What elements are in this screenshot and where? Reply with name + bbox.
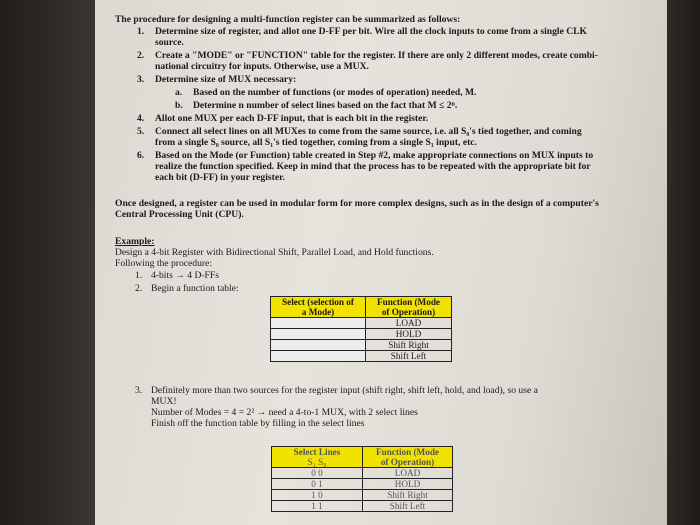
table-header-function: Function (Mode of Operation) (363, 447, 453, 468)
table-row: 0 0 LOAD (272, 468, 453, 479)
step-line: Create a "MODE" or "FUNCTION" table for the register. If there are only 2 different modes, create combi- (155, 50, 598, 61)
table-row: 0 1 HOLD (272, 479, 453, 490)
example-step-line: Definitely more than two sources for the register input (shift right, shift left, hold, and load), so use a (151, 385, 538, 396)
function-table (270, 296, 452, 362)
doc-title: The procedure for designing a multi-function register can be summarized as follows: (115, 14, 461, 25)
table-header-select: Select (selection of a Mode) (271, 297, 366, 318)
step-line: Allot one MUX per each D-FF input, that is each bit in the register. (155, 113, 429, 124)
step-line: source. (155, 37, 184, 48)
example-step-line: MUX! (151, 396, 177, 407)
step-line: Determine size of MUX necessary: (155, 74, 297, 85)
table-row: Shift Right (271, 340, 452, 351)
select-lines-table (271, 446, 453, 512)
step-line: Connect all select lines on all MUXes to come from the same source, i.e. all S₀'s tied together, and coming (155, 126, 582, 137)
example-heading: Example: (115, 236, 155, 247)
background-left (0, 0, 95, 525)
step-line: Determine size of register, and allot one D-FF per bit. Wire all the clock inputs to come from a single CLK (155, 26, 588, 37)
example-step-text: 4-bits → 4 D-FFs (151, 270, 219, 281)
example-step-text: Begin a function table: (151, 283, 239, 294)
example-line: Following the procedure: (115, 258, 212, 269)
step-line: Based on the Mode (or Function) table created in Step #2, make appropriate connections on MUX inputs to (155, 150, 594, 161)
step-line: from a single S₀ source, all S₁'s tied together, coming from a single S₁ input, etc. (155, 137, 477, 148)
table-row: 1 1 Shift Left (272, 501, 453, 512)
step-line: national circuitry for inputs. Otherwise, use a MUX. (155, 61, 369, 72)
table-header-select-lines: Select Lines S₁ S₀ (272, 447, 363, 468)
summary-line: Central Processing Unit (CPU). (115, 209, 244, 220)
example-line: Design a 4-bit Register with Bidirectional Shift, Parallel Load, and Hold functions. (115, 247, 434, 258)
step-num: 4. (137, 113, 145, 124)
substep-num: b. (175, 100, 183, 111)
document-page (95, 0, 667, 525)
substep-num: a. (175, 87, 183, 98)
example-step-line: Finish off the function table by filling in the select lines (151, 418, 365, 429)
table-row: Shift Left (271, 351, 452, 362)
example-step-num: 3. (135, 385, 143, 396)
step-num: 1. (137, 26, 145, 37)
step-num: 5. (137, 126, 145, 137)
example-step-num: 2. (135, 283, 143, 294)
substep-text: Based on the number of functions (or modes of operation) needed, M. (193, 87, 477, 98)
table-header-function: Function (Mode of Operation) (366, 297, 452, 318)
table-row: LOAD (271, 318, 452, 329)
background-right (667, 0, 700, 525)
summary-line: Once designed, a register can be used in modular form for more complex designs, such as in the design of a computer's (115, 198, 599, 209)
example-step-line: Number of Modes = 4 = 2² → need a 4-to-1 MUX, with 2 select lines (151, 407, 418, 418)
table-row: HOLD (271, 329, 452, 340)
step-line: each bit (D-FF) in your register. (155, 172, 285, 183)
step-num: 2. (137, 50, 145, 61)
table-row: 1 0 Shift Right (272, 490, 453, 501)
substep-text: Determine n number of select lines based on the fact that M ≤ 2ⁿ. (193, 100, 458, 111)
step-num: 3. (137, 74, 145, 85)
step-num: 6. (137, 150, 145, 161)
step-line: realize the function specified. Keep in mind that the process has to be repeated with the appropriate bit for (155, 161, 591, 172)
example-step-num: 1. (135, 270, 143, 281)
